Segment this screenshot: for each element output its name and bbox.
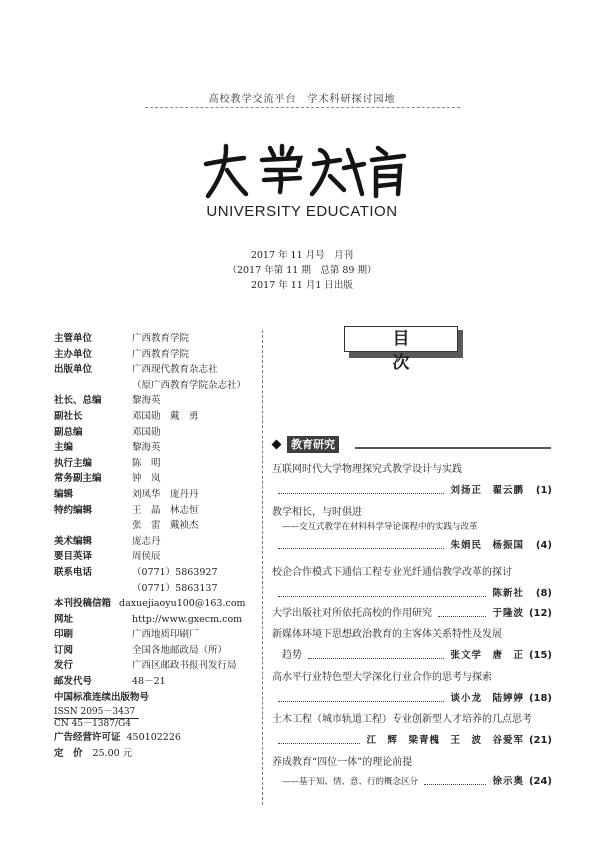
toc-entry[interactable] xyxy=(272,505,552,554)
header-divider xyxy=(145,107,460,108)
info-value: 刘凤华 庞丹丹 xyxy=(132,488,199,500)
entry-title: 校企合作模式下通信工程专业光纤通信教学改革的探讨 xyxy=(272,567,512,578)
leader-dots xyxy=(278,743,360,744)
info-value: 黎海英 xyxy=(132,442,161,454)
publish-date-line: 2017 年 11 月1 日出版 xyxy=(251,280,353,291)
masthead-info xyxy=(54,331,264,761)
info-row xyxy=(54,730,264,746)
info-label: 副总编 xyxy=(54,426,83,438)
cn-number: CN 45－1387/G4 xyxy=(54,719,131,730)
entry-author: 于隆波 xyxy=(492,608,524,619)
entry-author: 江 辉 梁青槐 王 波 谷爱军 xyxy=(366,735,524,746)
toc-title: 目次 xyxy=(344,326,458,352)
leader-dots xyxy=(278,548,444,549)
info-value: 庞志丹 xyxy=(132,535,161,547)
info-label: 主编 xyxy=(54,442,74,454)
leader-dots xyxy=(308,658,444,659)
info-label: 美术编辑 xyxy=(54,535,93,547)
info-row xyxy=(54,746,264,762)
info-label: 出版单位 xyxy=(54,364,93,376)
info-label: 网址 xyxy=(54,613,74,625)
entry-author: 刘扬正 翟云鹏 xyxy=(450,485,524,496)
header-tagline: 高校教学交流平台 学术科研探讨园地 xyxy=(208,94,396,105)
info-value: 广西区邮政书报刊发行局 xyxy=(132,660,237,672)
serial-heading: 中国标准连续出版物号 xyxy=(54,691,150,703)
entry-title: 养成教育“四位一体”的理论前提 xyxy=(272,757,413,768)
info-label: 要目英译 xyxy=(54,551,93,563)
info-label: 邮发代号 xyxy=(54,676,93,688)
info-label: 执行主编 xyxy=(54,457,93,469)
entry-author: 谈小龙 陆婷婷 xyxy=(450,693,524,704)
info-label: 特约编辑 xyxy=(54,504,93,516)
entry-title: 大学出版社对所依托高校的作用研究 xyxy=(272,608,432,619)
info-row xyxy=(54,627,264,643)
column-divider xyxy=(262,330,263,805)
info-value: 王 晶 林志恒 xyxy=(132,504,199,516)
info-label: 社长、总编 xyxy=(54,395,102,407)
leader-dots xyxy=(278,701,444,702)
info-row xyxy=(54,362,264,378)
info-row xyxy=(54,471,264,487)
entry-title: 新媒体环境下思想政治教育的主客体关系特性及发展 xyxy=(272,629,502,640)
info-row xyxy=(54,440,264,456)
info-label: 本刊投稿信箱 xyxy=(54,598,112,610)
entry-title: 互联网时代大学物理探究式教学设计与实践 xyxy=(272,464,462,475)
info-value: 广西教育学院 xyxy=(132,333,190,344)
entry-page: (8) xyxy=(535,588,552,599)
entry-page: (21) xyxy=(528,735,552,746)
info-label: 发行 xyxy=(54,660,74,672)
info-label: 广告经营许可证 xyxy=(54,732,121,744)
info-row xyxy=(54,487,264,503)
section-rule xyxy=(355,447,551,449)
info-value: 邓国勋 xyxy=(132,426,161,438)
info-value: （原广西教育学院杂志社） xyxy=(132,379,247,391)
info-value: 广西地质印刷厂 xyxy=(132,629,199,641)
section-header xyxy=(271,434,551,456)
entry-author: 陈新社 xyxy=(492,588,524,599)
info-value: 陈 明 xyxy=(132,457,161,469)
entry-author: 朱娟民 杨振国 xyxy=(450,540,524,551)
entry-author: 张文学 唐 正 xyxy=(450,650,524,661)
email-value: daxuejiaoyu100@163.com xyxy=(119,598,246,610)
entry-title-cont: 趋势 xyxy=(282,650,302,661)
issn-number: ISSN 2095－3437 xyxy=(54,707,139,719)
info-row xyxy=(54,581,264,597)
entry-page: (12) xyxy=(528,608,552,619)
journal-logo xyxy=(200,140,410,200)
info-row xyxy=(54,393,264,409)
toc-entry[interactable] xyxy=(272,627,552,664)
info-row xyxy=(54,565,264,581)
info-label: 主管单位 xyxy=(54,333,93,344)
calligraphy-logo-icon xyxy=(200,140,410,200)
info-row xyxy=(54,518,264,534)
toc-entry[interactable] xyxy=(272,606,552,622)
leader-dots xyxy=(438,616,486,617)
leader-dots xyxy=(424,784,486,785)
info-value: 黎海英 xyxy=(132,395,161,407)
journal-title-en: UNIVERSITY EDUCATION xyxy=(206,203,398,220)
info-label: 联系电话 xyxy=(54,566,93,578)
info-value: 450102226 xyxy=(126,732,181,744)
leader-dots xyxy=(278,596,486,597)
info-label: 主办单位 xyxy=(54,348,93,360)
info-row xyxy=(54,409,264,425)
issue-date-line: 2017 年 11 月号 月刊 xyxy=(250,250,354,261)
info-row xyxy=(54,658,264,674)
toc-entry[interactable] xyxy=(272,712,552,749)
info-row xyxy=(54,549,264,565)
info-value: 周侯辰 xyxy=(132,551,161,563)
info-row xyxy=(54,425,264,441)
issue-info xyxy=(0,248,604,293)
issue-number-line: （2017 年第 11 期 总第 89 期） xyxy=(227,265,377,276)
issn-block xyxy=(54,707,139,730)
info-row xyxy=(54,534,264,550)
entry-page: (4) xyxy=(535,540,552,551)
info-value: 广西现代教育杂志社 xyxy=(132,364,218,376)
info-row xyxy=(54,503,264,519)
info-value: 钟 岚 xyxy=(132,473,161,485)
toc-entry[interactable] xyxy=(272,670,552,707)
diamond-icon xyxy=(272,440,282,450)
info-value: （0771）5863137 xyxy=(132,582,218,594)
info-label: 副社长 xyxy=(54,410,83,422)
entry-page: (24) xyxy=(528,776,552,787)
entry-title: 高水平行业特色型大学深化行业合作的思考与探索 xyxy=(272,672,492,683)
info-row xyxy=(54,456,264,472)
entry-subtitle: ——基于知、情、意、行的概念区分 xyxy=(282,777,419,787)
info-label: 印刷 xyxy=(54,629,74,641)
toc-entry[interactable] xyxy=(272,462,552,499)
price-label: 定 价 xyxy=(54,747,83,759)
info-value: （0771）5863927 xyxy=(132,566,218,578)
info-value: 全国各地邮政局（所） xyxy=(132,644,228,656)
info-value: 邓国勋 戴 勇 xyxy=(132,410,199,422)
entry-page: (15) xyxy=(528,650,552,661)
website-value: http://www.gxecm.com xyxy=(132,613,243,625)
entry-page: (18) xyxy=(528,693,552,704)
info-row xyxy=(54,674,264,690)
leader-dots xyxy=(278,493,444,494)
entry-subtitle: ——交互式教学在材料科学导论课程中的实践与改革 xyxy=(282,522,478,532)
info-row xyxy=(54,378,264,394)
info-row xyxy=(54,347,264,363)
info-value: 张 雷 戴祯杰 xyxy=(132,520,199,532)
info-row xyxy=(54,596,264,612)
info-label: 编辑 xyxy=(54,488,74,500)
entry-page: (1) xyxy=(535,485,552,496)
toc-entry[interactable] xyxy=(272,755,552,790)
info-value: 广西教育学院 xyxy=(132,348,190,360)
info-row xyxy=(54,612,264,628)
section-title: 教育研究 xyxy=(287,436,339,453)
entry-title: 土木工程（城市轨道工程）专业创新型人才培养的几点思考 xyxy=(272,714,532,725)
info-label: 订阅 xyxy=(54,644,74,656)
info-row xyxy=(54,331,264,347)
entry-title: 教学相长，与时俱进 xyxy=(272,507,362,518)
toc-entry[interactable] xyxy=(272,565,552,602)
entry-author: 徐示奥 xyxy=(492,776,524,787)
price-value: 25.00 元 xyxy=(92,747,133,759)
info-label: 常务副主编 xyxy=(54,473,102,485)
info-value: 48－21 xyxy=(132,676,166,688)
info-row xyxy=(54,643,264,659)
